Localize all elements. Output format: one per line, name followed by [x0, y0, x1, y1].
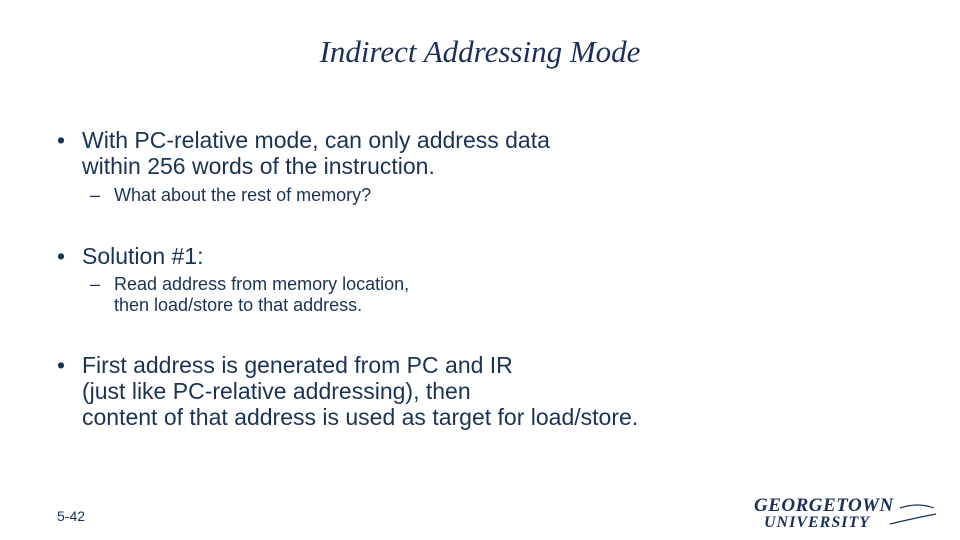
georgetown-university-logo	[750, 494, 940, 530]
bullet-1-line-2: within 256 words of the instruction.	[82, 153, 435, 179]
bullet-2-sub-1-line-2: then load/store to that address.	[114, 295, 363, 315]
bullet-3-line-2: (just like PC-relative addressing), then	[82, 378, 471, 404]
logo-flourish-top	[900, 505, 934, 508]
bullet-2-sub-1-line-1: Read address from memory location,	[114, 274, 410, 294]
bullet-2-sub-1-text	[114, 274, 409, 316]
bullet-3-line-3: content of that address is used as target for load/store.	[82, 404, 639, 430]
slide-title: Indirect Addressing Mode	[319, 34, 641, 69]
bullet-1-sub-1-line-1: What about the rest of memory?	[114, 185, 372, 205]
sub-bullet-marker: –	[90, 274, 101, 294]
bullet-marker: •	[57, 127, 66, 153]
bullet-1-text	[82, 127, 550, 179]
bullet-marker: •	[57, 243, 66, 269]
logo-flourish-bottom	[890, 514, 936, 524]
bullet-2-text	[82, 243, 203, 269]
bullet-1-line-1: With PC-relative mode, can only address data	[82, 127, 550, 153]
logo-line-2: UNIVERSITY	[764, 514, 871, 530]
bullet-2-line-1: Solution #1:	[82, 243, 204, 269]
bullet-3-text	[82, 352, 638, 430]
slide-number: 5-42	[57, 508, 86, 524]
bullet-marker: •	[57, 352, 66, 378]
logo-line-1: GEORGETOWN	[754, 495, 894, 516]
sub-bullet-marker: –	[90, 185, 101, 205]
bullet-3-line-1: First address is generated from PC and IR	[82, 352, 513, 378]
bullet-1-sub-1-text	[114, 185, 371, 206]
